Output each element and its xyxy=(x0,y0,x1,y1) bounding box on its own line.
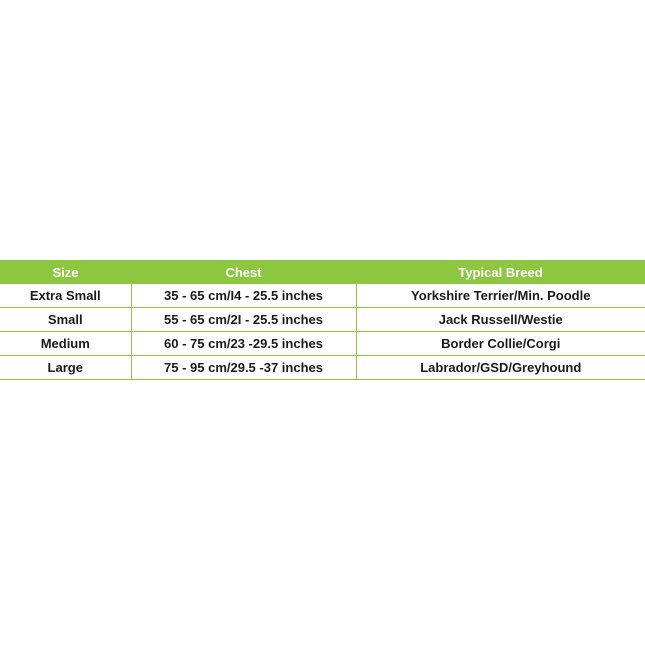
header-size: Size xyxy=(0,260,131,284)
table-row xyxy=(0,332,645,356)
table-row xyxy=(0,308,645,332)
cell-breed: Yorkshire Terrier/Min. Poodle xyxy=(356,284,645,308)
table-row xyxy=(0,284,645,308)
table-row xyxy=(0,356,645,380)
cell-chest: 55 - 65 cm/2I - 25.5 inches xyxy=(131,308,356,332)
cell-chest: 60 - 75 cm/23 -29.5 inches xyxy=(131,332,356,356)
size-chart-table xyxy=(0,260,645,380)
cell-chest: 75 - 95 cm/29.5 -37 inches xyxy=(131,356,356,380)
cell-size: Small xyxy=(0,308,131,332)
cell-size: Medium xyxy=(0,332,131,356)
header-chest: Chest xyxy=(131,260,356,284)
cell-size: Extra Small xyxy=(0,284,131,308)
header-typical-breed: Typical Breed xyxy=(356,260,645,284)
header-row xyxy=(0,260,645,284)
cell-size: Large xyxy=(0,356,131,380)
cell-breed: Labrador/GSD/Greyhound xyxy=(356,356,645,380)
cell-breed: Jack Russell/Westie xyxy=(356,308,645,332)
cell-breed: Border Collie/Corgi xyxy=(356,332,645,356)
cell-chest: 35 - 65 cm/I4 - 25.5 inches xyxy=(131,284,356,308)
